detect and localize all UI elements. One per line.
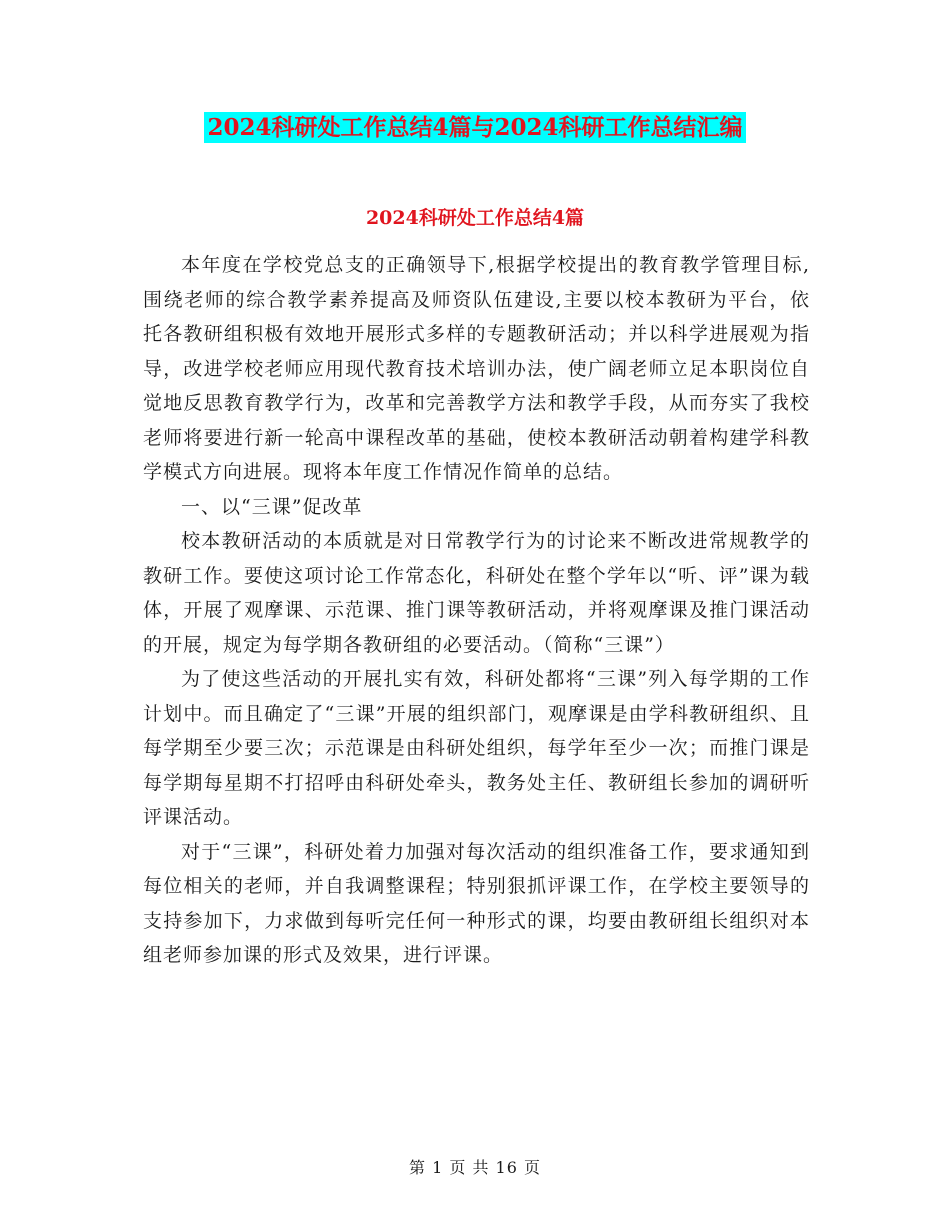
- paragraph-intro: 本年度在学校党总支的正确领导下,根据学校提出的教育教学管理目标,围绕老师的综合教学素养提高及师资队伍建设,主要以校本教研为平台，依托各教研组积极有效地开展形式多样的专题教研活动；并以科学进展观为指导，改进学校老师应用现代教育技术培训办法，使广阔老师立足本职岗位自觉地反思教育教学行为，改革和完善教学方法和教学手段，从而夯实了我校老师将要进行新一轮高中课程改革的基础，使校本教研活动朝着构建学科教学模式方向进展。现将本年度工作情况作简单的总结。: [143, 254, 810, 483]
- paragraph-2: 为了使这些活动的开展扎实有效，科研处都将“三课”列入每学期的工作计划中。而且确定了“三课”开展的组织部门，观摩课是由学科教研组织、且每学期至少要三次；示范课是由科研处组织，每学年至少一次；而推门课是每学期每星期不打招呼由科研处牵头，教务处主任、教研组长参加的调研听评课活动。: [143, 668, 810, 828]
- heading-section-1: 一、以“三课”促改革: [181, 495, 363, 518]
- document-body: [143, 248, 810, 973]
- paragraph-3: 对于“三课”，科研处着力加强对每次活动的组织准备工作，要求通知到每位相关的老师，并自我调整课程；特别狠抓评课工作，在学校主要领导的支持参加下，力求做到每听完任何一种形式的课，均要由教研组长组织对本组老师参加课的形式及效果，进行评课。: [143, 840, 810, 966]
- section-title: 2024科研处工作总结4篇: [365, 207, 585, 229]
- page-footer: 第 1 页 共 16 页: [409, 1158, 541, 1177]
- paragraph-1: 校本教研活动的本质就是对日常教学行为的讨论来不断改进常规教学的教研工作。要使这项讨论工作常态化，科研处在整个学年以“听、评”课为载体，开展了观摩课、示范课、推门课等教研活动，并将观摩课及推门课活动的开展，规定为每学期各教研组的必要活动。（简称“三课”）: [143, 530, 810, 656]
- document-title-text: 2024科研处工作总结4篇与2024科研工作总结汇编: [204, 112, 745, 143]
- document-title: [0, 112, 950, 144]
